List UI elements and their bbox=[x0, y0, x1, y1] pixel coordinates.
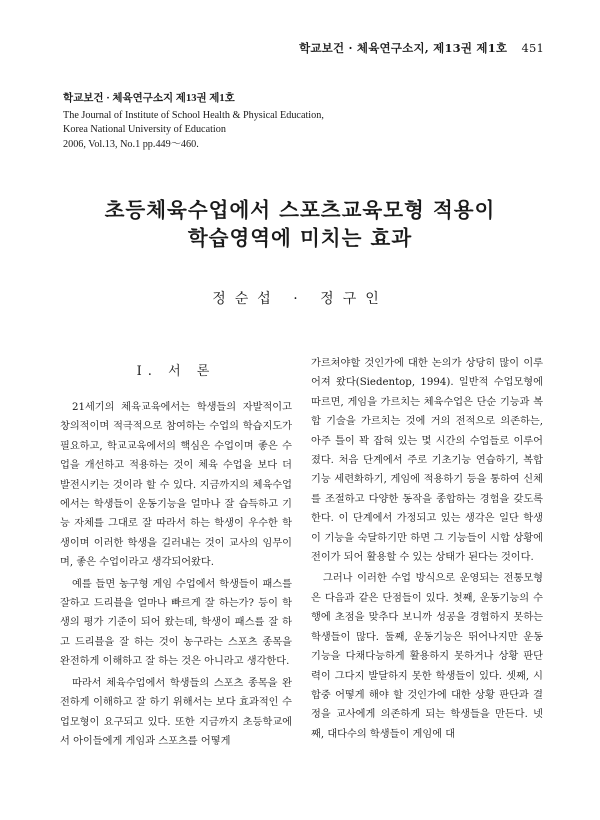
body-column-right bbox=[311, 354, 543, 746]
section-heading-introduction: Ⅰ. 서 론 bbox=[136, 364, 216, 379]
journal-volume-details: 2006, Vol.13, No.1 pp.449～460. bbox=[63, 138, 199, 150]
body-paragraph: 예를 들면 농구형 게임 수업에서 학생들이 패스를 잘하고 드리블을 얼마나 빠르게 잘 하는가? 등이 학생의 평가 기준이 되어 왔는데, 학생이 패스를 잘 하고 드리블을 잘 하는 것이 농구라는 스포츠 종목을 완전하게 이해하고 잘 하는 것은 아니라고 생각한다. bbox=[60, 578, 292, 668]
journal-english-name: The Journal of Institute of School Health & Physical Education, bbox=[63, 109, 324, 121]
article-title-line1: 초등체육수업에서 스포츠교육모형 적용이 bbox=[104, 198, 496, 222]
journal-citation bbox=[63, 92, 383, 152]
body-paragraph: 가르쳐야할 것인가에 대한 논의가 상당히 많이 이루어져 왔다(Siedentop, 1994). 일반적 수업모형에 따르면, 게임을 가르치는 체육수업은 단순 기능과 복합 기술을 가르치는 것에 거의 전적으로 의존하는, 아주 틀이 꽉 잡혀 있는 몇 시간의 수업들로 이루어 졌다. 처음 단계에서 주로 기초기능 연습하기, 복합기능 세련화하기, 게임에 적용하기 등을 통하여 신체를 조절하고 다양한 동작을 종합하는 경험을 갖도록 한다. 이 단계에서 가정되고 있는 생각은 일단 학생이 기능을 숙달하기만 하면 그 기능들이 시합 상황에 전이가 되어 활용할 수 있는 상태가 된다는 것이다. bbox=[311, 358, 543, 564]
journal-korean-name: 학교보건 · 체육연구소지 제13권 제1호 bbox=[63, 93, 235, 104]
body-paragraph: 21세기의 체육교육에서는 학생들의 자발적이고 창의적이며 적극적으로 참여하는 수업의 학습지도가 필요하고, 학교교육에서의 핵심은 수업이며 좋은 수업을 개선하고 적용하는 것이 체육 수업을 보다 더 발전시키는 것이라 할 수 있다. 지금까지의 체육수업에서는 학생들이 운동기능을 얼마나 잘 습득하고 기능 자체를 그대로 잘 따라서 하는 학생이 우수한 학생이며 이러한 학생을 길러내는 것이 교사의 임무이며, 좋은 수업이라고 생각되어왔다. bbox=[60, 402, 292, 569]
body-paragraph: 그러나 이러한 수업 방식으로 운영되는 전통모형은 다음과 같은 단점들이 있다. 첫째, 운동기능의 수행에 초점을 맞추다 보니까 성공을 경험하지 못하는 학생들이 많다. 둘째, 운동기능은 뛰어나지만 운동 기능을 다채다능하게 활용하지 못하거나 상황 판단력이 그다지 발달하지 못한 학생들이 있다. 셋째, 시합중 어떻게 해야 할 것인가에 대한 상황 판단과 결정을 교사에게 의존하게 되는 학생들을 만든다. 넷째, 대다수의 학생들이 게임에 대 bbox=[311, 573, 543, 740]
page-number: 451 bbox=[521, 41, 544, 55]
running-header bbox=[299, 40, 544, 56]
article-title bbox=[0, 196, 600, 252]
body-paragraph: 따라서 체육수업에서 학생들의 스포츠 종목을 완전하게 이해하고 잘 하기 위해서는 보다 효과적인 수업모형이 요구되고 있다. 또한 지금까지 초등학교에서 아이들에게 게임과 스포츠를 어떻게 bbox=[60, 677, 292, 747]
article-title-line2: 학습영역에 미치는 효과 bbox=[187, 226, 413, 250]
running-title: 학교보건 · 체육연구소지, 제13권 제1호 bbox=[299, 41, 508, 55]
journal-institution: Korea National University of Education bbox=[63, 124, 226, 135]
body-column-left bbox=[60, 356, 292, 753]
article-authors: 정순섭 · 정구인 bbox=[212, 291, 388, 307]
